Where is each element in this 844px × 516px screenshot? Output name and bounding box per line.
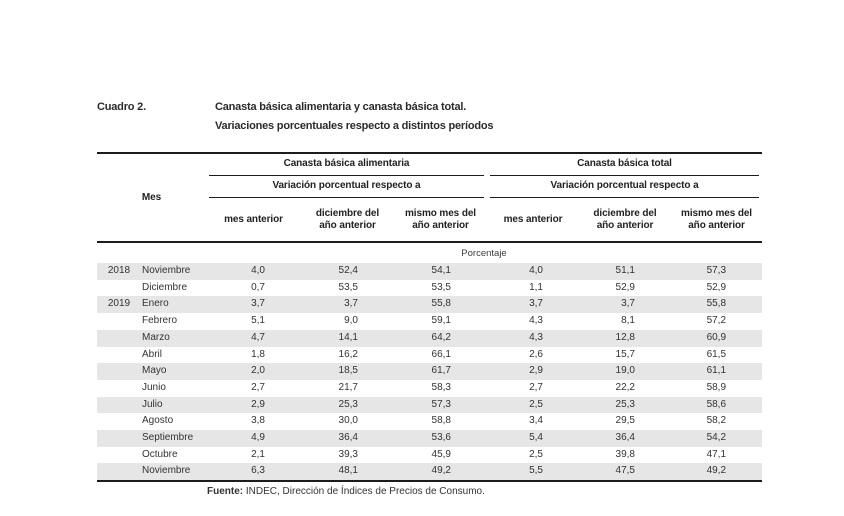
value-cell: 6,3 <box>251 465 265 477</box>
value-cell: 47,5 <box>615 465 635 477</box>
group-header-cbt <box>487 153 762 176</box>
group-header-cba-label: Canasta básica alimentaria <box>209 154 484 176</box>
value-cell: 59,1 <box>431 315 451 327</box>
table-row <box>97 263 762 280</box>
table-caption <box>97 98 493 136</box>
value-cell: 2,1 <box>251 448 265 460</box>
table-row <box>97 397 762 414</box>
table-title <box>215 98 493 136</box>
value-cell: 5,4 <box>529 432 543 444</box>
value-cell: 25,3 <box>338 398 358 410</box>
value-cell: 49,2 <box>431 465 451 477</box>
value-cell: 4,3 <box>529 315 543 327</box>
table-row <box>97 347 762 364</box>
value-cell: 39,8 <box>615 448 635 460</box>
value-cell: 60,9 <box>706 331 727 343</box>
subheader-cbt <box>487 176 762 198</box>
table-row <box>97 363 762 380</box>
value-cell: 8,1 <box>621 315 635 327</box>
year-cell <box>97 413 141 430</box>
month-cell: Octubre <box>142 448 178 460</box>
value-cell: 2,5 <box>529 398 543 410</box>
source-text: INDEC, Dirección de Índices de Precios de Consumo. <box>243 486 485 498</box>
month-cell: Mayo <box>142 365 167 377</box>
table-row <box>97 280 762 297</box>
value-cell: 58,8 <box>431 415 451 427</box>
value-cell: 22,2 <box>615 381 635 393</box>
value-cell: 57,2 <box>706 315 727 327</box>
column-header-mismo-mes-cba: mismo mes del año anterior <box>394 198 487 242</box>
value-cell: 4,0 <box>529 265 543 276</box>
month-cell: Septiembre <box>142 432 194 444</box>
month-cell: Julio <box>142 398 163 410</box>
value-cell: 2,9 <box>251 398 265 410</box>
column-header-diciembre-cbt: diciembre del año anterior <box>579 198 671 242</box>
month-cell: Enero <box>142 298 169 310</box>
year-cell <box>97 280 141 297</box>
value-cell: 3,8 <box>251 415 265 427</box>
value-cell: 2,7 <box>251 381 265 393</box>
value-cell: 55,8 <box>431 298 451 310</box>
month-cell: Noviembre <box>142 265 191 276</box>
value-cell: 2,9 <box>529 365 543 377</box>
month-cell: Noviembre <box>142 465 191 477</box>
year-cell <box>97 447 141 464</box>
value-cell: 14,1 <box>338 331 358 343</box>
value-cell: 48,1 <box>338 465 358 477</box>
value-cell: 4,3 <box>529 331 543 343</box>
table-title-line2: Variaciones porcentuales respecto a distintos períodos <box>215 120 494 132</box>
value-cell: 4,0 <box>251 265 265 276</box>
value-cell: 61,5 <box>706 348 727 360</box>
value-cell: 3,7 <box>344 298 358 310</box>
month-cell: Marzo <box>142 331 170 343</box>
value-cell: 53,5 <box>431 281 451 293</box>
value-cell: 12,8 <box>615 331 635 343</box>
year-cell <box>97 463 141 481</box>
value-cell: 52,9 <box>706 281 727 293</box>
value-cell: 3,4 <box>529 415 543 427</box>
table-row <box>97 330 762 347</box>
value-cell: 3,7 <box>529 298 543 310</box>
value-cell: 61,1 <box>706 365 727 377</box>
unit-row-spacer <box>97 242 206 263</box>
value-cell: 15,7 <box>615 348 635 360</box>
value-cell: 5,5 <box>529 465 543 477</box>
month-cell: Diciembre <box>142 281 188 293</box>
value-cell: 58,3 <box>431 381 451 393</box>
year-cell <box>97 347 141 364</box>
value-cell: 51,1 <box>615 265 635 276</box>
value-cell: 29,5 <box>615 415 635 427</box>
value-cell: 53,6 <box>431 432 451 444</box>
value-cell: 21,7 <box>338 381 358 393</box>
value-cell: 4,9 <box>251 432 265 444</box>
column-header-mes-anterior-cbt: mes anterior <box>487 198 579 242</box>
value-cell: 45,9 <box>431 448 451 460</box>
value-cell: 1,1 <box>529 281 543 293</box>
value-cell: 36,4 <box>615 432 635 444</box>
table-row <box>97 463 762 481</box>
table-row <box>97 413 762 430</box>
subheader-cba-label: Variación porcentual respecto a <box>209 176 484 198</box>
year-cell <box>97 380 141 397</box>
value-cell: 58,2 <box>706 415 727 427</box>
table-title-line1: Canasta básica alimentaria y canasta básica total. <box>215 101 467 113</box>
header-row-groups <box>97 153 762 176</box>
year-cell <box>97 313 141 330</box>
value-cell: 3,7 <box>251 298 265 310</box>
year-cell: 2019 <box>107 298 131 310</box>
table-row <box>97 380 762 397</box>
group-header-cba <box>206 153 487 176</box>
value-cell: 18,5 <box>338 365 358 377</box>
column-header-diciembre-cba: diciembre del año anterior <box>301 198 394 242</box>
value-cell: 36,4 <box>338 432 358 444</box>
value-cell: 61,7 <box>431 365 451 377</box>
value-cell: 57,3 <box>706 265 727 276</box>
value-cell: 2,6 <box>529 348 543 360</box>
mes-column-header: Mes <box>97 153 206 242</box>
value-cell: 16,2 <box>338 348 358 360</box>
year-cell <box>97 430 141 447</box>
year-cell <box>97 363 141 380</box>
value-cell: 53,5 <box>338 281 358 293</box>
value-cell: 55,8 <box>706 298 727 310</box>
year-cell: 2018 <box>107 265 131 276</box>
value-cell: 30,0 <box>338 415 358 427</box>
data-table <box>97 152 762 482</box>
value-cell: 25,3 <box>615 398 635 410</box>
unit-label: Porcentaje <box>206 242 762 263</box>
value-cell: 2,7 <box>529 381 543 393</box>
subheader-cba <box>206 176 487 198</box>
value-cell: 4,7 <box>251 331 265 343</box>
value-cell: 58,6 <box>706 398 727 410</box>
value-cell: 0,7 <box>251 281 265 293</box>
unit-row <box>97 242 762 263</box>
value-cell: 58,9 <box>706 381 727 393</box>
value-cell: 54,2 <box>706 432 727 444</box>
value-cell: 66,1 <box>431 348 451 360</box>
month-cell: Febrero <box>142 315 178 327</box>
table-container <box>97 152 762 497</box>
value-cell: 57,3 <box>431 398 451 410</box>
value-cell: 64,2 <box>431 331 451 343</box>
value-cell: 47,1 <box>706 448 727 460</box>
source-label: Fuente: <box>207 486 244 498</box>
month-cell: Abril <box>142 348 163 360</box>
value-cell: 19,0 <box>615 365 635 377</box>
table-number-label: Cuadro 2. <box>97 101 146 113</box>
year-cell <box>97 397 141 414</box>
year-cell <box>97 330 141 347</box>
table-row <box>97 296 762 313</box>
column-header-mismo-mes-cbt: mismo mes del año anterior <box>671 198 762 242</box>
month-cell: Agosto <box>142 415 174 427</box>
table-row <box>97 430 762 447</box>
value-cell: 3,7 <box>621 298 635 310</box>
value-cell: 1,8 <box>251 348 265 360</box>
subheader-cbt-label: Variación porcentual respecto a <box>490 176 759 198</box>
value-cell: 9,0 <box>344 315 358 327</box>
group-header-cbt-label: Canasta básica total <box>490 154 759 176</box>
table-row <box>97 313 762 330</box>
source-line <box>97 486 762 497</box>
column-header-mes-anterior-cba: mes anterior <box>206 198 301 242</box>
value-cell: 54,1 <box>431 265 451 276</box>
month-cell: Junio <box>142 381 166 393</box>
table-row <box>97 447 762 464</box>
value-cell: 5,1 <box>251 315 265 327</box>
value-cell: 52,4 <box>338 265 358 276</box>
value-cell: 49,2 <box>706 465 727 477</box>
value-cell: 52,9 <box>615 281 635 293</box>
value-cell: 2,5 <box>529 448 543 460</box>
value-cell: 39,3 <box>338 448 358 460</box>
value-cell: 2,0 <box>251 365 265 377</box>
